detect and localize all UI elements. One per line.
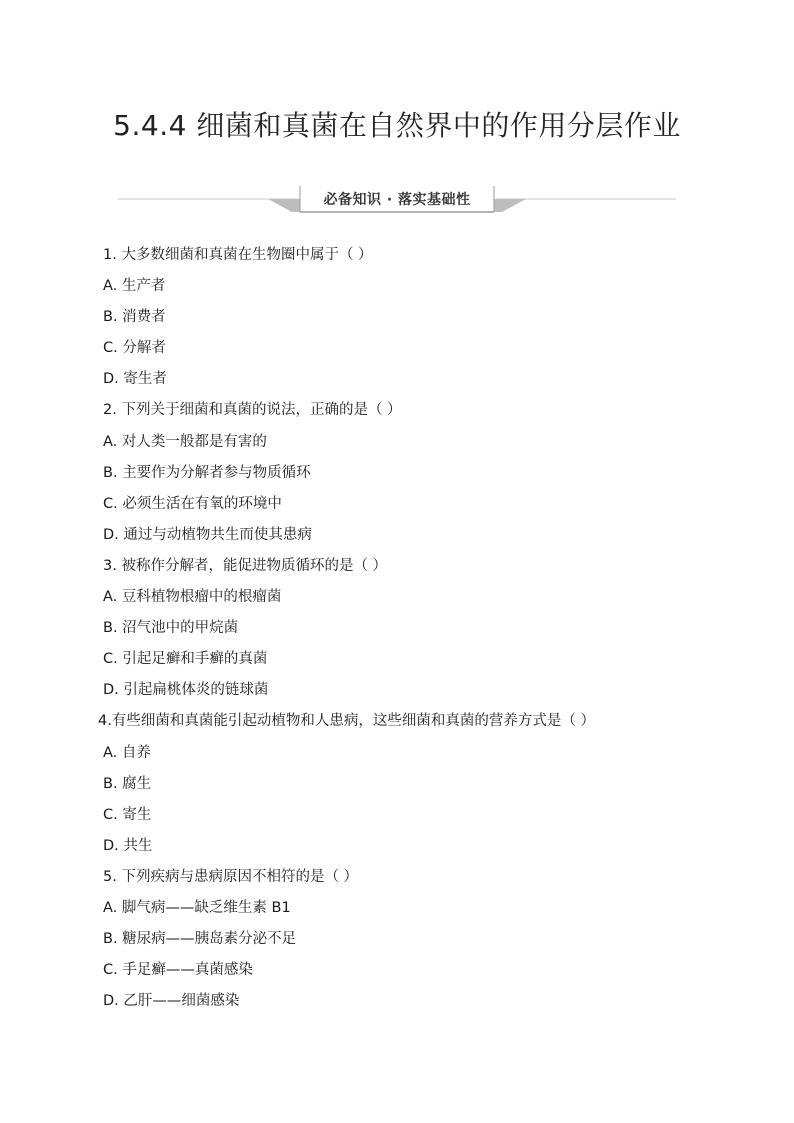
question-3: 3. 被称作分解者，能促进物质循环的是（ ） [103,557,388,574]
option-3b: B. 沼气池中的甲烷菌 [103,620,239,637]
option-2d: D. 通过与动植物共生而使其患病 [103,526,312,543]
option-1c: C. 分解者 [103,340,166,357]
option-1a: A. 生产者 [103,278,166,295]
section-banner [118,186,676,214]
option-3c: C. 引起足癣和手癣的真菌 [103,651,268,668]
option-5b: B. 糖尿病——胰岛素分泌不足 [103,931,297,948]
question-list [98,243,703,1020]
option-1b: B. 消费者 [103,309,166,326]
option-1d: D. 寄生者 [103,371,167,388]
option-4a: A. 自养 [103,744,151,761]
option-2c: C. 必须生活在有氧的环境中 [103,495,282,512]
question-5: 5. 下列疾病与患病原因不相符的是（ ） [103,868,359,885]
option-5d: D. 乙肝——细菌感染 [103,993,240,1010]
section-banner-label: 必备知识 · 落实基础性 [323,192,471,208]
option-2a: A. 对人类一般都是有害的 [103,433,267,450]
option-4b: B. 腐生 [103,775,152,792]
option-2b: B. 主要作为分解者参与物质循环 [103,464,311,481]
option-5c: C. 手足癣——真菌感染 [103,962,253,979]
option-4d: D. 共生 [103,837,153,854]
question-4: 4.有些细菌和真菌能引起动植物和人患病，这些细菌和真菌的营养方式是（ ） [98,713,595,730]
page-title: 5.4.4 细菌和真菌在自然界中的作用分层作业 [113,109,681,142]
question-2: 2. 下列关于细菌和真菌的说法，正确的是（ ） [103,402,402,419]
option-4c: C. 寄生 [103,806,152,823]
question-1: 1. 大多数细菌和真菌在生物圈中属于（ ） [103,247,373,263]
option-3a: A. 豆科植物根瘤中的根瘤菌 [103,589,282,606]
option-3d: D. 引起扁桃体炎的链球菌 [103,682,269,699]
option-5a: A. 脚气病——缺乏维生素 B1 [103,899,291,916]
